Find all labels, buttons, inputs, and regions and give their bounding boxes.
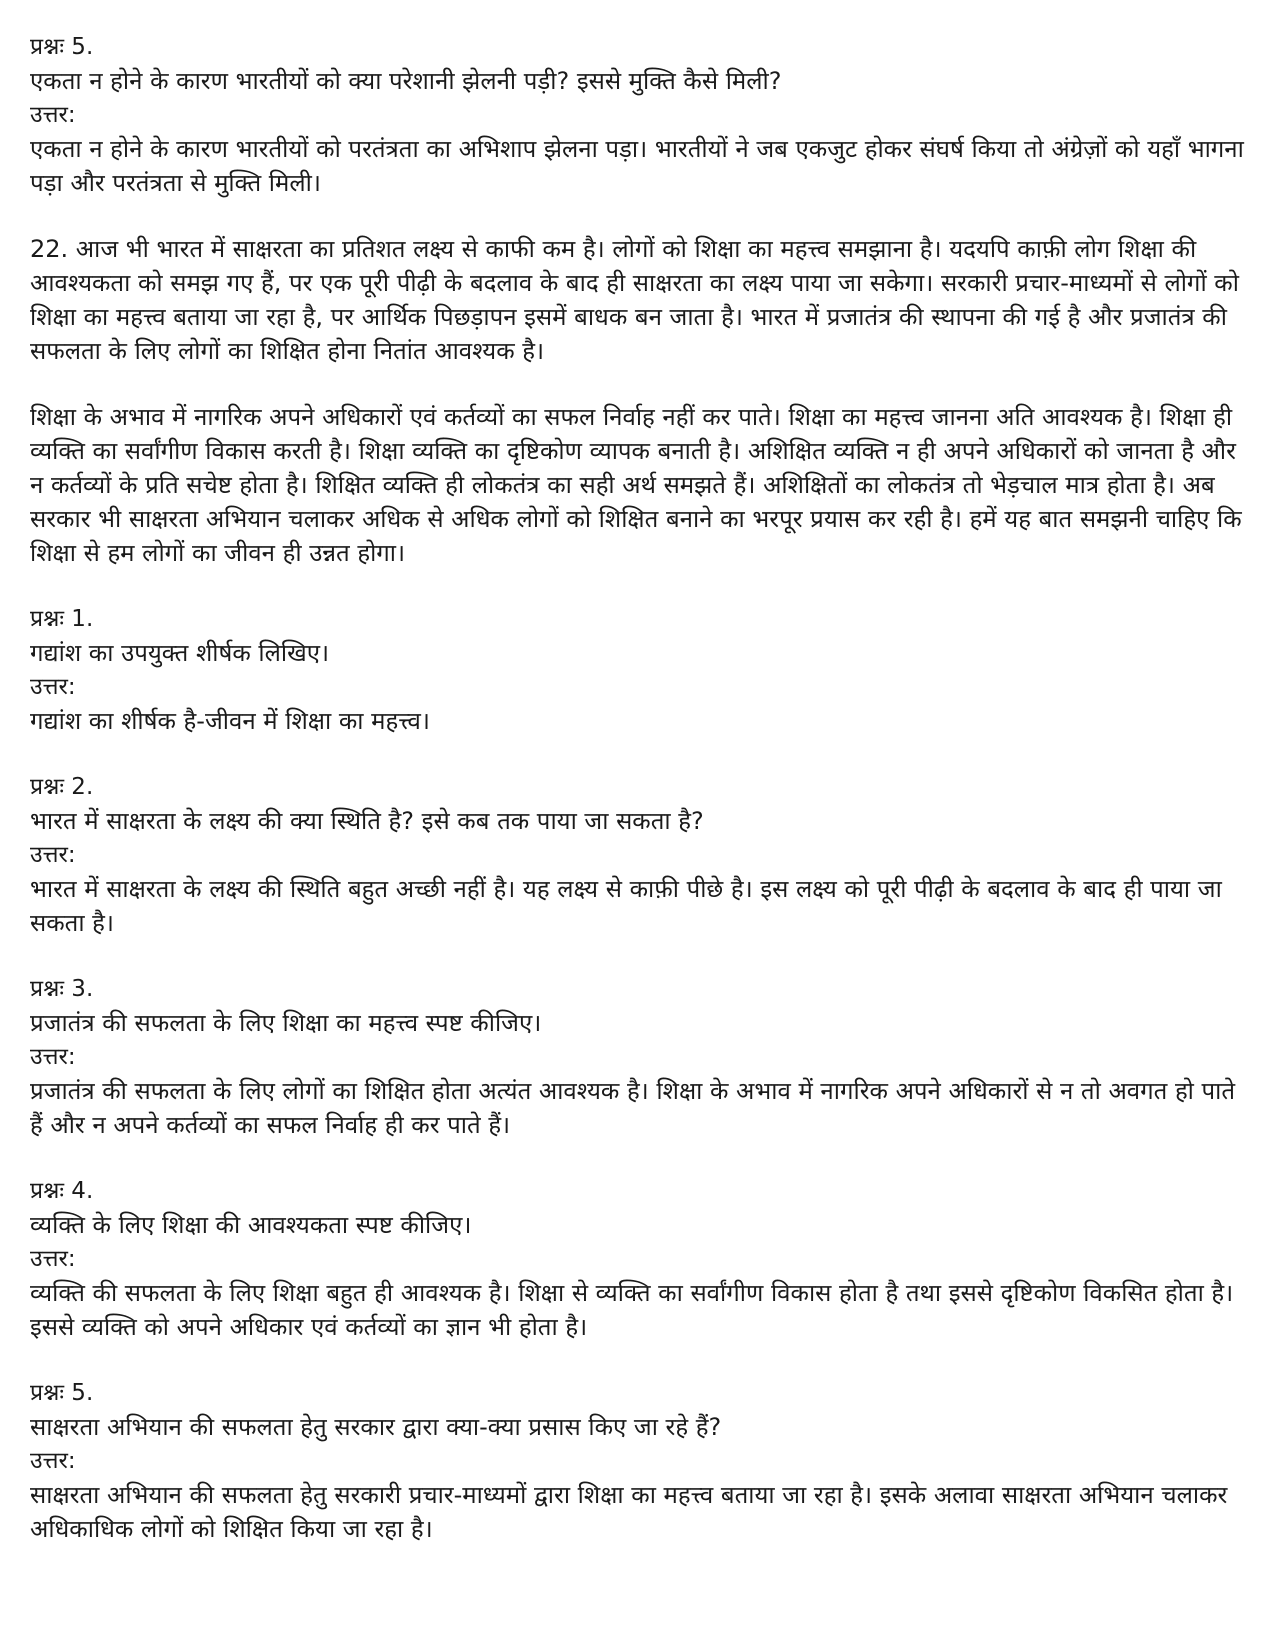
question-text: प्रजातंत्र की सफलता के लिए शिक्षा का महत्त्व स्पष्ट कीजिए।	[30, 1009, 542, 1037]
passage-paragraph-1	[30, 232, 1250, 368]
passage-paragraph-2	[30, 400, 1250, 570]
question-text: एकता न होने के कारण भारतीयों को क्या परेशानी झेलनी पड़ी? इससे मुक्ति कैसे मिली?	[30, 67, 782, 95]
answer-text: गद्यांश का शीर्षक है-जीवन में शिक्षा का महत्त्व।	[30, 707, 430, 735]
answer-text: साक्षरता अभियान की सफलता हेतु सरकारी प्रचार-माध्यमों द्वारा शिक्षा का महत्त्व बताया जा रहा है। इसके अलावा साक्षरता अभियान चलाकर अधिकाधिक लोगों को शिक्षित किया जा रहा है।	[30, 1481, 1228, 1543]
question-text: व्यक्ति के लिए शिक्षा की आवश्यकता स्पष्ट कीजिए।	[30, 1211, 472, 1239]
question-label: प्रश्नः 5.	[30, 34, 94, 60]
answer-label: उत्तर:	[30, 1044, 76, 1070]
qa-block-5	[30, 1376, 1250, 1546]
qa-block-top	[30, 30, 1250, 200]
question-text: भारत में साक्षरता के लक्ष्य की क्या स्थिति है? इसे कब तक पाया जा सकता है?	[30, 807, 704, 835]
answer-label: उत्तर:	[30, 1246, 76, 1272]
answer-text: प्रजातंत्र की सफलता के लिए लोगों का शिक्षित होता अत्यंत आवश्यक है। शिक्षा के अभाव में नागरिक अपने अधिकारों से न तो अवगत हो पाते हैं और न अपने कर्तव्यों का सफल निर्वाह ही कर पाते हैं।	[30, 1077, 1236, 1139]
question-label: प्रश्नः 3.	[30, 976, 94, 1002]
qa-block-4	[30, 1174, 1250, 1344]
question-label: प्रश्नः 5.	[30, 1380, 94, 1406]
question-text: गद्यांश का उपयुक्त शीर्षक लिखिए।	[30, 639, 330, 667]
document-page	[30, 30, 1250, 1578]
passage-text: 22. आज भी भारत में साक्षरता का प्रतिशत लक्ष्य से काफी कम है। लोगों को शिक्षा का महत्त्व समझाना है। यदयपि काफ़ी लोग शिक्षा की आवश्यकता को समझ गए हैं, पर एक पूरी पीढ़ी के बदलाव के बाद ही साक्षरता का लक्ष्य पाया जा सकेगा। सरकारी प्रचार-माध्यमों से लोगों को शिक्षा का महत्त्व बताया जा रहा है, पर आर्थिक पिछड़ापन इसमें बाधक बन जाता है। भारत में प्रजातंत्र की स्थापना की गई है और प्रजातंत्र की सफलता के लिए लोगों का शिक्षित होना नितांत आवश्यक है।	[30, 235, 1239, 365]
answer-text: व्यक्ति की सफलता के लिए शिक्षा बहुत ही आवश्यक है। शिक्षा से व्यक्ति का सर्वांगीण विकास होता है तथा इससे दृष्टिकोण विकसित होता है। इससे व्यक्ति को अपने अधिकार एवं कर्तव्यों का ज्ञान भी होता है।	[30, 1279, 1234, 1341]
qa-block-3	[30, 972, 1250, 1142]
answer-label: उत्तर:	[30, 102, 76, 128]
question-label: प्रश्नः 1.	[30, 606, 94, 632]
answer-text: भारत में साक्षरता के लक्ष्य की स्थिति बहुत अच्छी नहीं है। यह लक्ष्य से काफ़ी पीछे है। इस लक्ष्य को पूरी पीढ़ी के बदलाव के बाद ही पाया जा सकता है।	[30, 875, 1222, 937]
passage-text: शिक्षा के अभाव में नागरिक अपने अधिकारों एवं कर्तव्यों का सफल निर्वाह नहीं कर पाते। शिक्षा का महत्त्व जानना अति आवश्यक है। शिक्षा ही व्यक्ति का सर्वांगीण विकास करती है। शिक्षा व्यक्ति का दृष्टिकोण व्यापक बनाती है। अशिक्षित व्यक्ति न ही अपने अधिकारों को जानता है और न कर्तव्यों के प्रति सचेष्ट होता है। शिक्षित व्यक्ति ही लोकतंत्र का सही अर्थ समझते हैं। अशिक्षितों का लोकतंत्र तो भेड़चाल मात्र होता है। अब सरकार भी साक्षरता अभियान चलाकर अधिक से अधिक लोगों को शिक्षित बनाने का भरपूर प्रयास कर रही है। हमें यह बात समझनी चाहिए कि शिक्षा से हम लोगों का जीवन ही उन्नत होगा।	[30, 403, 1242, 567]
qa-block-1	[30, 602, 1250, 738]
answer-label: उत्तर:	[30, 674, 76, 700]
answer-text: एकता न होने के कारण भारतीयों को परतंत्रता का अभिशाप झेलना पड़ा। भारतीयों ने जब एकजुट होकर संघर्ष किया तो अंग्रेज़ों को यहाँ भागना पड़ा और परतंत्रता से मुक्ति मिली।	[30, 135, 1244, 197]
answer-label: उत्तर:	[30, 842, 76, 868]
question-label: प्रश्नः 4.	[30, 1178, 94, 1204]
question-text: साक्षरता अभियान की सफलता हेतु सरकार द्वारा क्या-क्या प्रसास किए जा रहे हैं?	[30, 1413, 722, 1441]
question-label: प्रश्नः 2.	[30, 774, 94, 800]
answer-label: उत्तर:	[30, 1448, 76, 1474]
qa-block-2	[30, 770, 1250, 940]
